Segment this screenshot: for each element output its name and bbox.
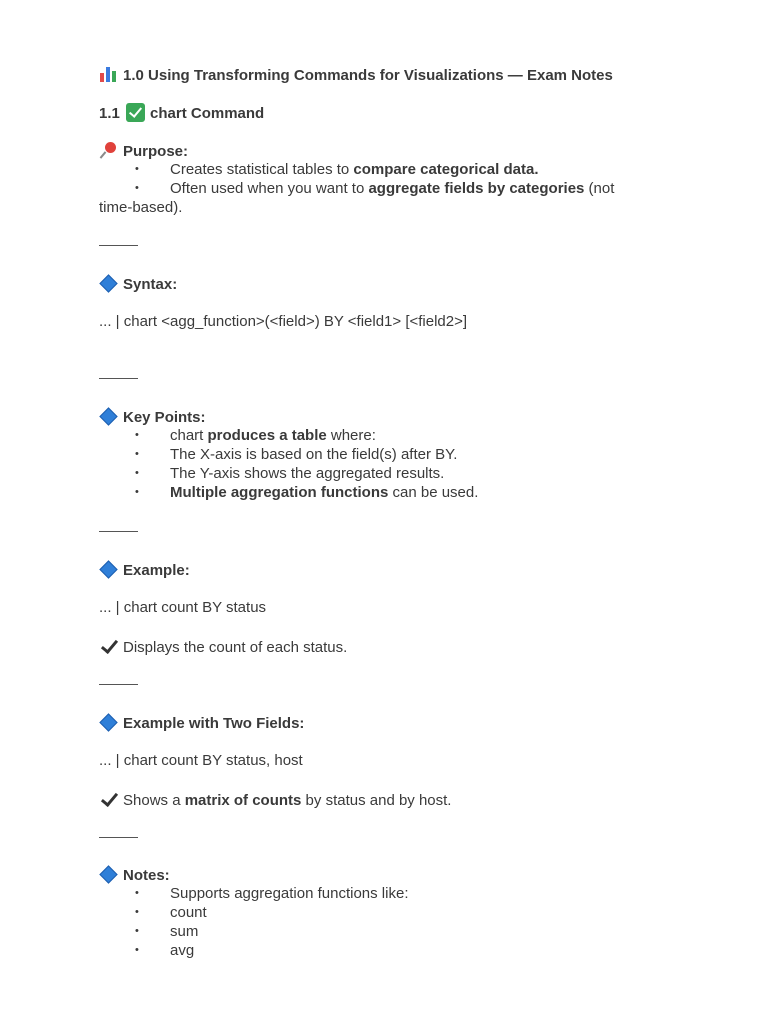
list-item-text: The X-axis is based on the field(s) after BY. [170, 446, 458, 463]
section-divider [99, 684, 138, 685]
section-number: 1.1 [99, 105, 120, 122]
page-title-text: 1.0 Using Transforming Commands for Visualizations — Exam Notes [123, 67, 613, 84]
key-points-heading [99, 407, 206, 427]
section-divider [99, 245, 138, 246]
purpose-heading [99, 141, 188, 161]
check-mark-icon [99, 790, 118, 809]
list-item-text: The Y-axis shows the aggregated results. [170, 465, 445, 482]
example-two-heading [99, 713, 304, 733]
bullet-icon: • [135, 944, 139, 956]
bullet-icon: • [135, 448, 139, 460]
list-item-text: Creates statistical tables to compare categorical data. [170, 161, 539, 178]
example-two-result: Shows a matrix of counts by status and by host. [99, 790, 451, 810]
list-item-text: chart produces a table where: [170, 427, 376, 444]
blue-diamond-icon [99, 713, 118, 732]
list-item-continuation: time-based). [99, 199, 183, 216]
blue-diamond-icon [99, 560, 118, 579]
bullet-icon: • [135, 887, 139, 899]
check-mark-icon [99, 637, 118, 656]
example-two-label: Example with Two Fields: [123, 715, 305, 732]
bullet-icon: • [135, 486, 139, 498]
section-divider [99, 531, 138, 532]
example-result-text: Displays the count of each status. [123, 639, 348, 656]
blue-diamond-icon [99, 274, 118, 293]
example-code: ... | chart count BY status [99, 599, 267, 616]
example-label: Example: [123, 562, 190, 579]
bullet-icon: • [135, 163, 139, 175]
bullet-icon: • [135, 906, 139, 918]
list-item-text: Multiple aggregation functions can be used. [170, 484, 479, 501]
syntax-heading [99, 274, 177, 294]
list-item-text: Often used when you want to aggregate fields by categories (not [170, 180, 615, 197]
green-check-icon [126, 103, 145, 122]
notes-heading [99, 865, 170, 885]
example-result [99, 637, 347, 657]
list-item-text: sum [170, 923, 199, 940]
section-heading [99, 103, 264, 123]
bullet-icon: • [135, 925, 139, 937]
purpose-label: Purpose: [123, 143, 189, 160]
list-item-text: avg [170, 942, 195, 959]
example-heading [99, 560, 190, 580]
section-divider [99, 378, 138, 379]
syntax-code: ... | chart <agg_function>(<field>) BY <field1> [<field2>] [99, 313, 468, 330]
syntax-label: Syntax: [123, 276, 178, 293]
bullet-icon: • [135, 429, 139, 441]
example-two-code: ... | chart count BY status, host [99, 752, 303, 769]
notes-label: Notes: [123, 867, 170, 884]
page-title [99, 65, 613, 85]
section-divider [99, 837, 138, 838]
bar-chart-icon [99, 65, 118, 84]
list-item-text: count [170, 904, 207, 921]
list-item-text: Supports aggregation functions like: [170, 885, 409, 902]
bullet-icon: • [135, 467, 139, 479]
blue-diamond-icon [99, 407, 118, 426]
blue-diamond-icon [99, 865, 118, 884]
pushpin-icon [99, 141, 118, 160]
key-points-label: Key Points: [123, 409, 206, 426]
bullet-icon: • [135, 182, 139, 194]
section-name: chart Command [150, 105, 265, 122]
